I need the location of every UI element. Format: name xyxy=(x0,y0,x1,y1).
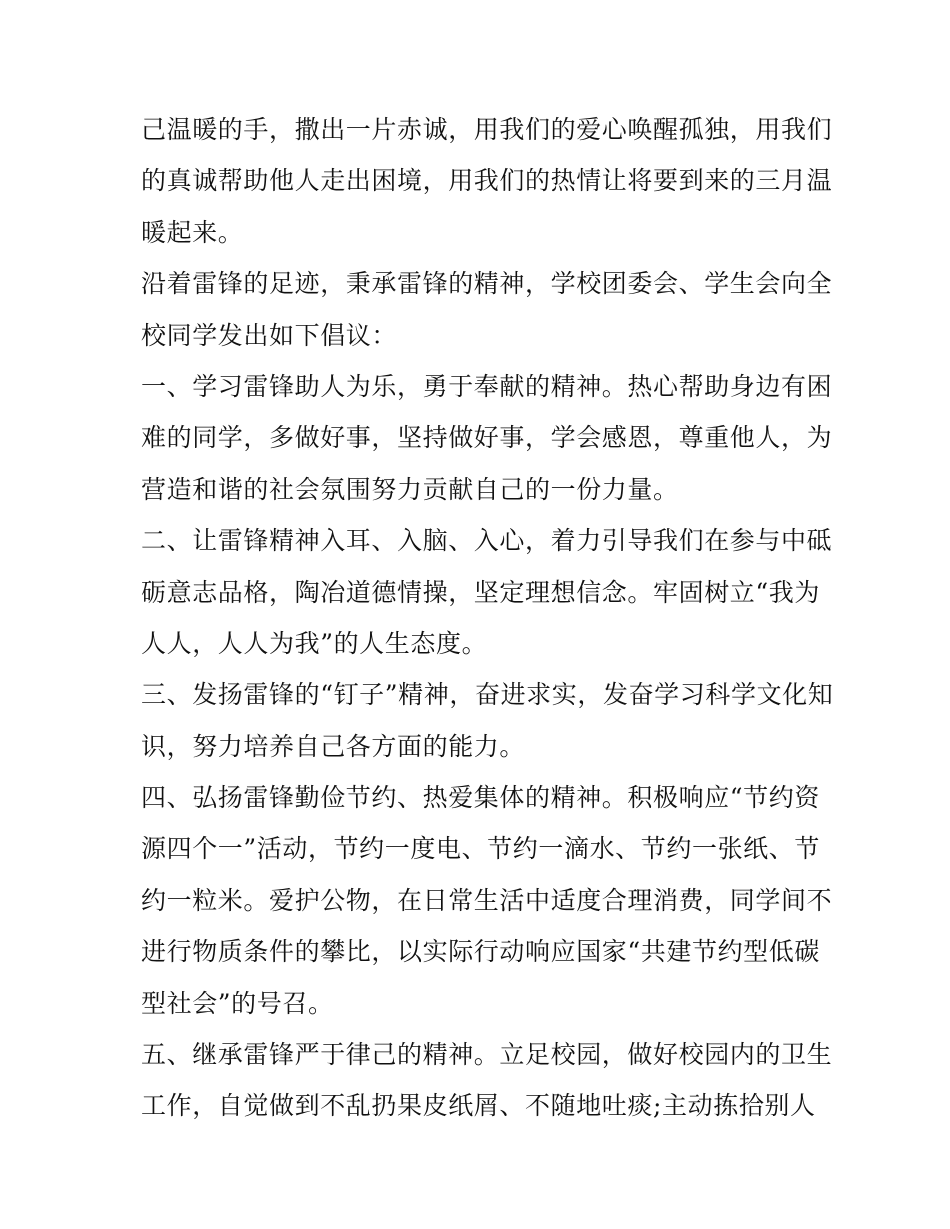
document-body xyxy=(141,104,834,1132)
text-line: 校同学发出如下倡议： xyxy=(141,320,398,350)
text-line: 进行物质条件的攀比，以实际行动响应国家“共建节约型低碳 xyxy=(141,937,820,967)
text-line: 源四个一”活动，节约一度电、节约一滴水、节约一张纸、节 xyxy=(141,834,820,864)
text-line: 营造和谐的社会氛围努力贡献自己的一份力量。 xyxy=(141,474,679,504)
text-line: 一、学习雷锋助人为乐，勇于奉献的精神。热心帮助身边有困 xyxy=(141,371,833,401)
text-line: 识，努力培养自己各方面的能力。 xyxy=(141,731,526,761)
text-line: 五、继承雷锋严于律己的精神。立足校园，做好校园内的卫生 xyxy=(141,1040,833,1070)
text-line: 己温暖的手，撒出一片赤诚，用我们的爱心唤醒孤独，用我们 xyxy=(141,115,833,144)
text-line: 暖起来。 xyxy=(141,217,244,247)
text-line: 约一粒米。爱护公物，在日常生活中适度合理消费，同学间不 xyxy=(141,885,833,915)
text-line: 三、发扬雷锋的“钉子”精神，奋进求实，发奋学习科学文化知 xyxy=(141,680,834,710)
text-line: 工作，自觉做到不乱扔果皮纸屑、不随地吐痰;主动拣拾别人 xyxy=(141,1091,816,1121)
text-line: 难的同学，多做好事，坚持做好事，学会感恩，尊重他人，为 xyxy=(141,423,833,453)
text-line: 沿着雷锋的足迹，秉承雷锋的精神，学校团委会、学生会向全 xyxy=(141,269,833,299)
text-line: 砺意志品格，陶冶道德情操，坚定理想信念。牢固树立“我为 xyxy=(141,577,820,607)
text-line: 的真诚帮助他人走出困境，用我们的热情让将要到来的三月温 xyxy=(141,166,833,196)
text-line: 型社会”的号召。 xyxy=(141,988,334,1018)
text-line: 四、弘扬雷锋勤俭节约、热爱集体的精神。积极响应“节约资 xyxy=(141,783,820,813)
text-line: 人人，人人为我”的人生态度。 xyxy=(141,628,488,658)
text-line: 二、让雷锋精神入耳、入脑、入心，着力引导我们在参与中砥 xyxy=(141,526,833,556)
